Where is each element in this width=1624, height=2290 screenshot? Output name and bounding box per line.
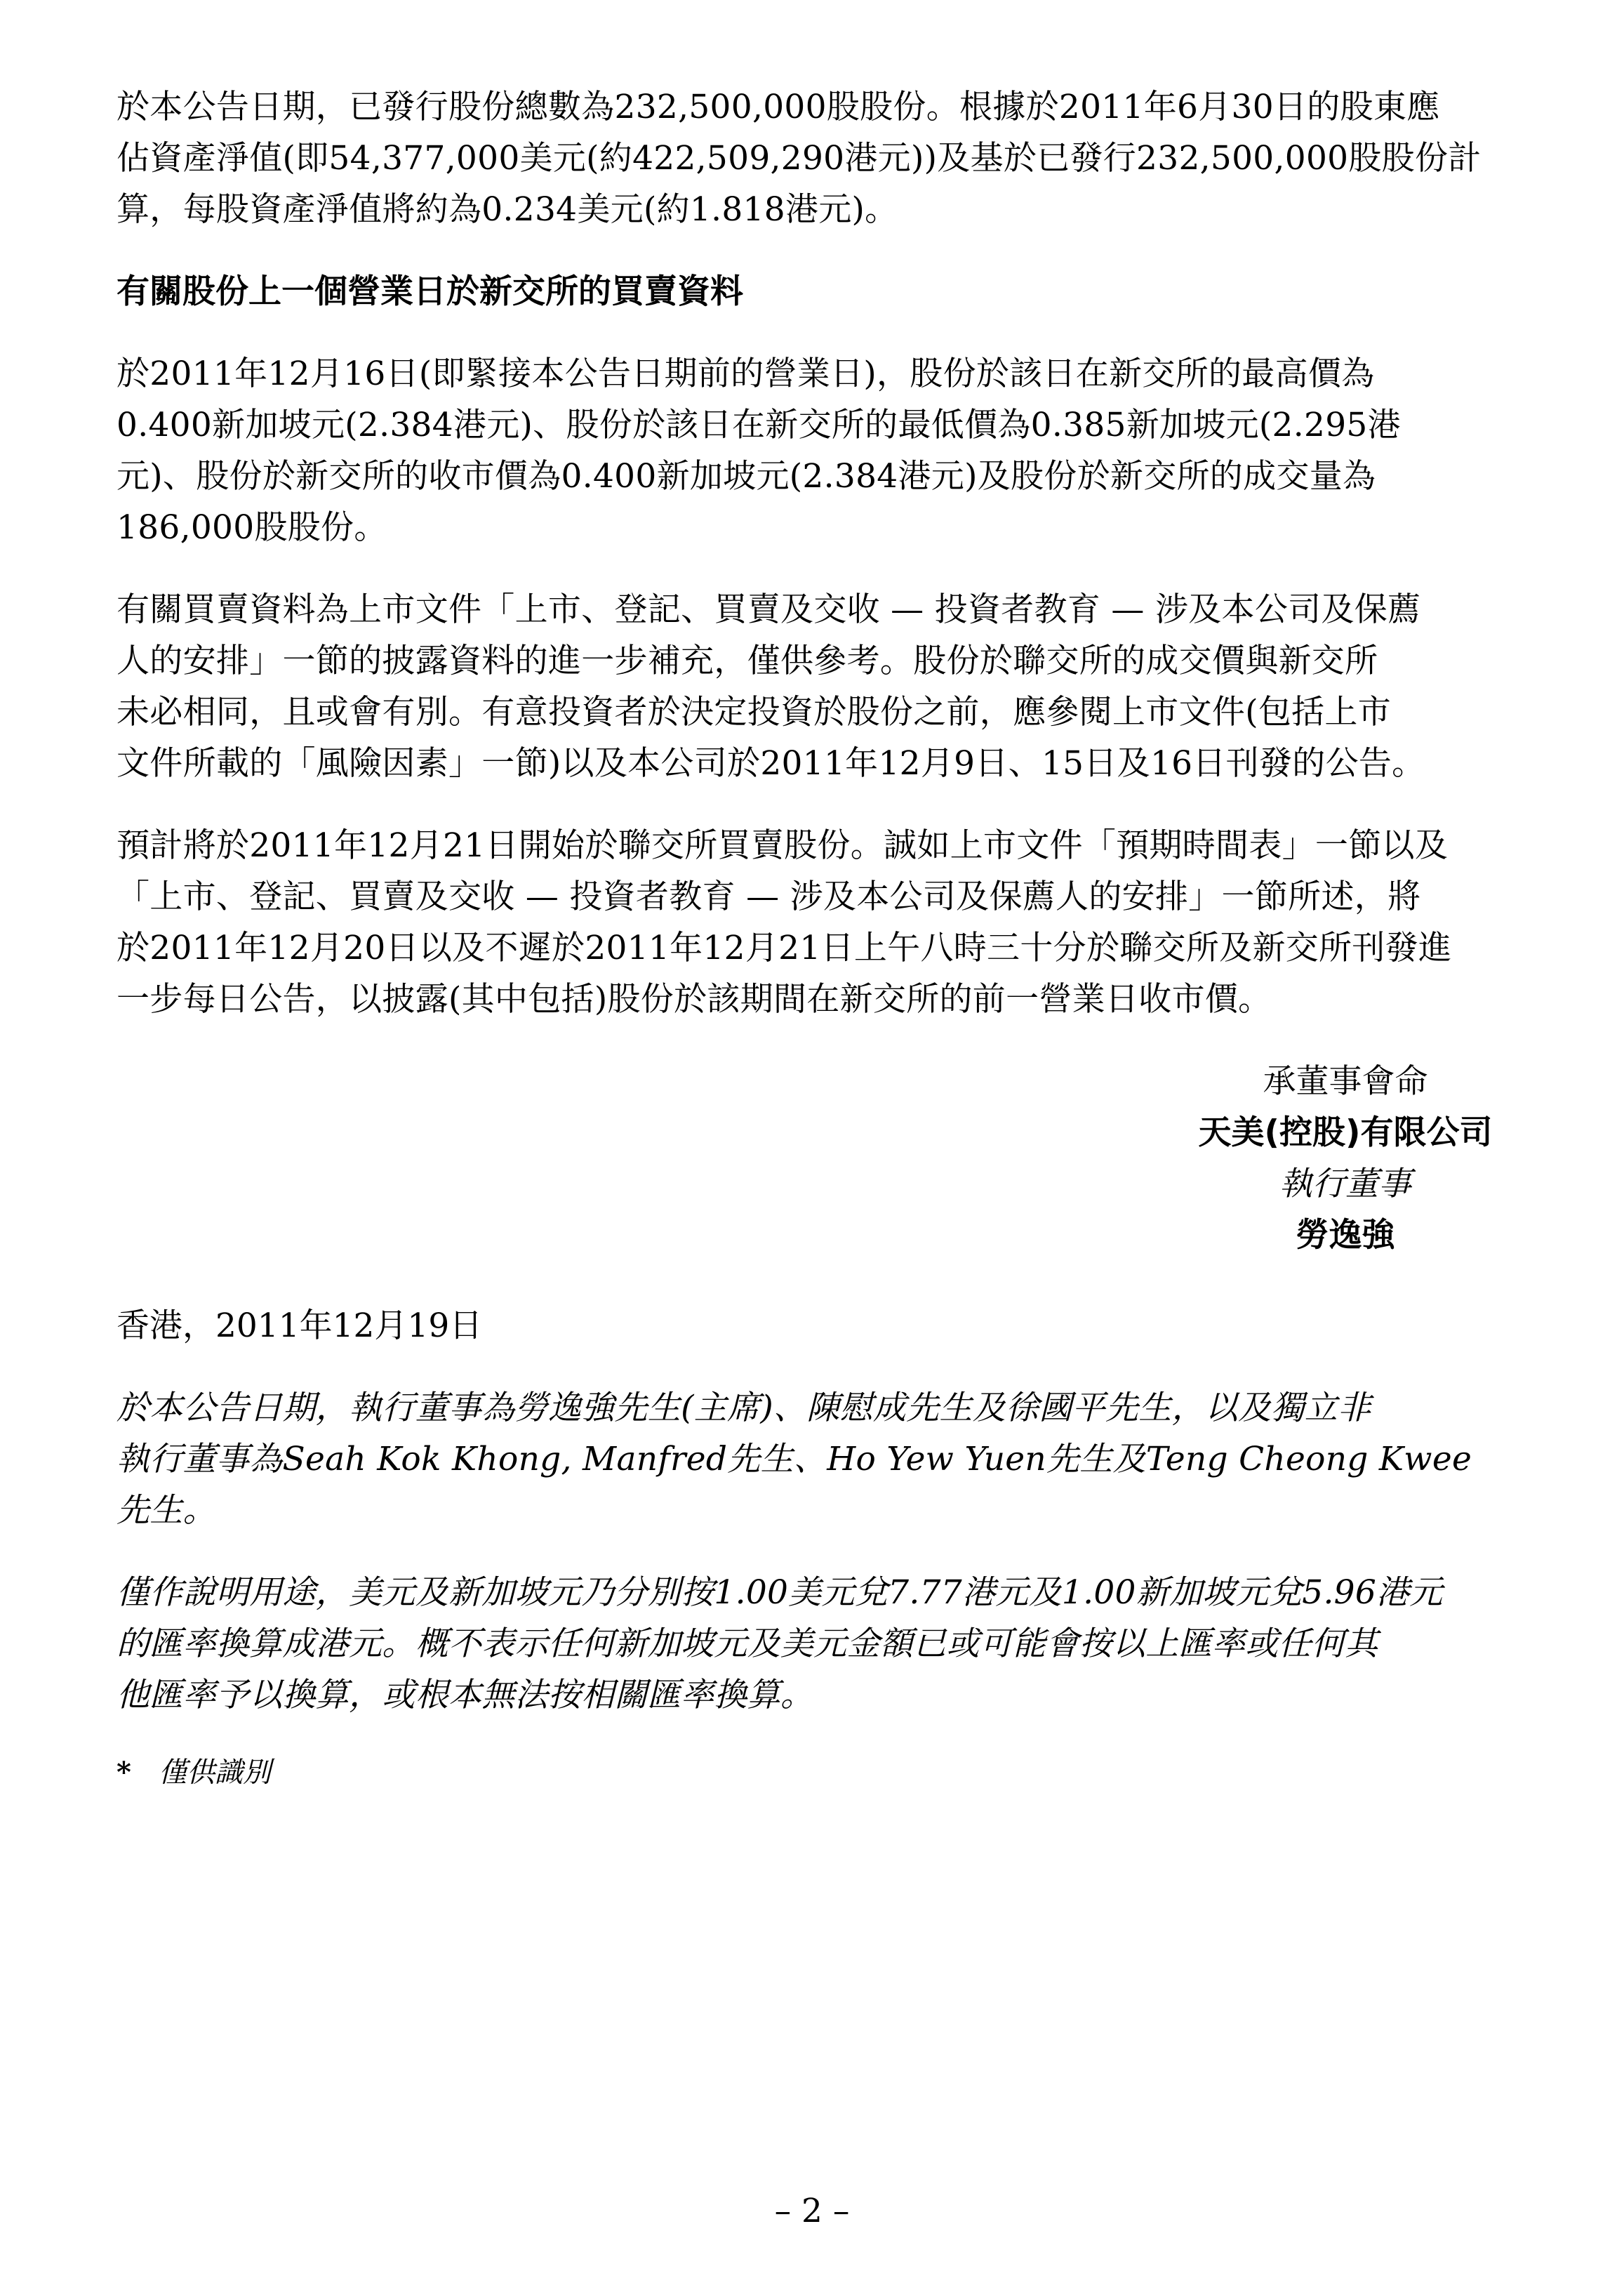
paragraph-line: 未必相同，且或會有別。有意投資者於決定投資於股份之前，應參閱上市文件(包括上市 bbox=[117, 693, 1392, 732]
paragraph-line: 「上市、登記、買賣及交收 — 投資者教育 — 涉及本公司及保薦人的安排」一節所述，將 bbox=[117, 878, 1421, 916]
trading-info-paragraph bbox=[117, 348, 1506, 553]
directors-note bbox=[117, 1382, 1506, 1536]
document-body bbox=[117, 81, 1506, 1794]
paragraph-line: 元)、股份於新交所的收市價為0.400新加坡元(2.384港元)及股份於新交所的成交量為 bbox=[117, 457, 1376, 496]
paragraph-line: 一步每日公告，以披露(其中包括)股份於該期間在新交所的前一營業日收市價。 bbox=[117, 980, 1272, 1019]
paragraph-line: 執行董事為Seah Kok Khong, Manfred先生、Ho Yew Yuen先生及Teng Cheong Kwee bbox=[117, 1440, 1472, 1478]
dateline: 香港，2011年12月19日 bbox=[117, 1306, 483, 1345]
paragraph-line: 有關買賣資料為上市文件「上市、登記、買賣及交收 — 投資者教育 — 涉及本公司及保薦 bbox=[117, 590, 1421, 629]
signatory-title: 執行董事 bbox=[1279, 1165, 1411, 1203]
page-number: – 2 – bbox=[774, 2192, 850, 2230]
share-capital-paragraph bbox=[117, 81, 1506, 235]
paragraph-line: 算，每股資產淨值將約為0.234美元(約1.818港元)。 bbox=[117, 190, 898, 229]
paragraph-line: 於2011年12月20日以及不遲於2011年12月21日上午八時三十分於聯交所及新交所刊發進 bbox=[117, 929, 1452, 967]
supplement-paragraph bbox=[117, 584, 1506, 789]
paragraph-line: 的匯率換算成港元。概不表示任何新加坡元及美元金額已或可能會按以上匯率或任何其 bbox=[117, 1624, 1378, 1663]
signature-block bbox=[117, 1056, 1506, 1261]
signatory-name: 勞逸強 bbox=[1296, 1216, 1395, 1255]
footnote-text: 僅供識別 bbox=[159, 1756, 271, 1789]
exchange-rate-note bbox=[117, 1567, 1506, 1721]
paragraph-line: 0.400新加坡元(2.384港元)、股份於該日在新交所的最低價為0.385新加坡元(2.295港 bbox=[117, 406, 1401, 444]
footnote-marker: * bbox=[117, 1756, 131, 1789]
paragraph-line: 佔資產淨值(即54,377,000美元(約422,509,290港元))及基於已發行232,500,000股股份計 bbox=[117, 139, 1482, 178]
paragraph-line: 於本公告日期，已發行股份總數為232,500,000股股份。根據於2011年6月30日的股東應 bbox=[117, 88, 1440, 126]
dealing-commencement-paragraph bbox=[117, 820, 1506, 1025]
paragraph-line: 186,000股股份。 bbox=[117, 508, 387, 547]
paragraph-line: 人的安排」一節的披露資料的進一步補充，僅供參考。股份於聯交所的成交價與新交所 bbox=[117, 642, 1378, 680]
paragraph-line: 預計將於2011年12月21日開始於聯交所買賣股份。誠如上市文件「預期時間表」一節以及 bbox=[117, 826, 1449, 865]
footnote bbox=[117, 1752, 1506, 1794]
paragraph-line: 文件所載的「風險因素」一節)以及本公司於2011年12月9日、15日及16日刊發的公告。 bbox=[117, 744, 1425, 783]
section-heading: 有關股份上一個營業日於新交所的買賣資料 bbox=[117, 272, 743, 311]
paragraph-line: 於本公告日期，執行董事為勞逸強先生(主席)、陳慰成先生及徐國平先生，以及獨立非 bbox=[117, 1389, 1371, 1427]
company-name: 天美(控股)有限公司 bbox=[1198, 1113, 1493, 1152]
paragraph-line: 他匯率予以換算，或根本無法按相關匯率換算。 bbox=[117, 1676, 814, 1714]
by-order-line: 承董事會命 bbox=[1263, 1062, 1428, 1101]
paragraph-line: 於2011年12月16日(即緊接本公告日期前的營業日)，股份於該日在新交所的最高價為 bbox=[117, 355, 1375, 393]
paragraph-line: 僅作說明用途，美元及新加坡元乃分別按1.00美元兌7.77港元及1.00新加坡元兌5.96港元 bbox=[117, 1573, 1443, 1612]
paragraph-line: 先生。 bbox=[117, 1491, 216, 1530]
